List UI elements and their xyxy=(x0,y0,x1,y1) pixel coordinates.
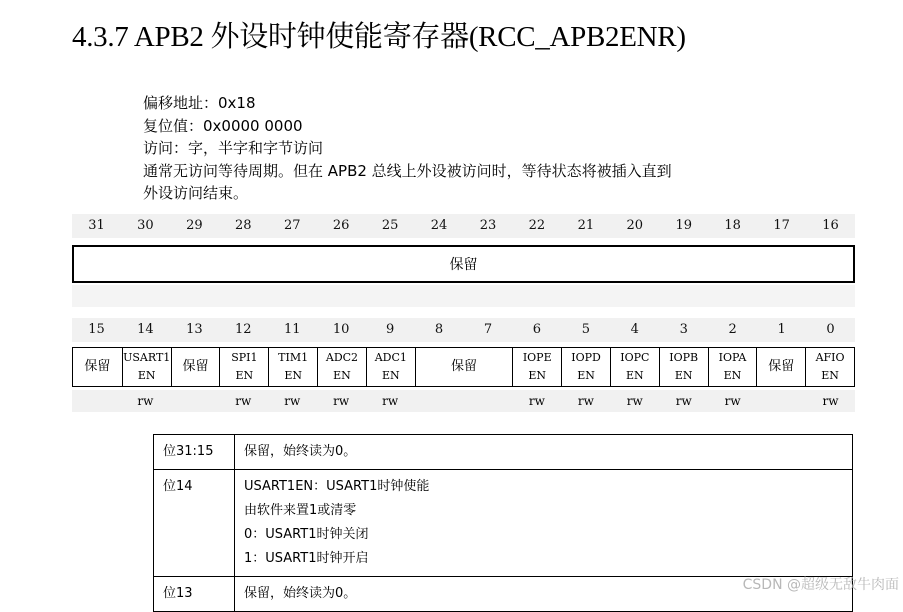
bit-field-suffix: EN xyxy=(577,369,595,382)
bit-number: 1 xyxy=(777,322,786,337)
bit-number: 13 xyxy=(186,322,203,337)
bit-field-suffix: EN xyxy=(333,369,351,382)
access-type: rw xyxy=(822,394,839,408)
wait-note-line1: 通常无访问等待周期。但在 APB2 总线上外设被访问时，等待状态将被插入直到 xyxy=(143,161,672,180)
register-info xyxy=(143,92,672,205)
bit-field-name: TIM1 xyxy=(278,351,309,364)
bit-field-suffix: EN xyxy=(137,369,156,382)
bit-number: 15 xyxy=(88,322,105,337)
bit-field xyxy=(122,348,171,386)
access-type xyxy=(170,390,219,412)
bit-field xyxy=(317,348,366,386)
bit-number: 10 xyxy=(332,322,350,337)
access-type: rw xyxy=(382,394,399,408)
row-separator xyxy=(72,285,855,307)
bit-field xyxy=(561,348,610,386)
access-type xyxy=(415,390,513,412)
bit-field xyxy=(659,348,708,386)
bit-field-suffix: EN xyxy=(528,369,547,382)
bit-number: 19 xyxy=(675,218,692,233)
bit-field xyxy=(219,348,268,386)
bit-field-name: 保留 xyxy=(84,359,111,374)
reset-value: 复位值：0x0000 0000 xyxy=(143,116,303,135)
description-line: 0：USART1时钟关闭 xyxy=(244,527,369,542)
bit-number: 31 xyxy=(88,218,105,233)
description-row xyxy=(154,470,853,577)
bit-number: 20 xyxy=(626,218,644,233)
bit-number: 16 xyxy=(822,218,839,233)
offset-address: 偏移地址：0x18 xyxy=(143,94,256,112)
bit-field-name: IOPE xyxy=(522,351,552,364)
description-line: 保留，始终读为0。 xyxy=(244,444,357,459)
access-type: rw xyxy=(528,394,545,408)
bit-field-suffix: EN xyxy=(381,369,400,382)
access-type: rw xyxy=(675,394,692,408)
bit-number: 26 xyxy=(332,218,350,233)
bit-field-name: IOPB xyxy=(669,351,699,364)
description-bits: 位14 xyxy=(154,470,235,577)
description-line: 1：USART1时钟开启 xyxy=(244,551,369,566)
access-type xyxy=(757,390,806,412)
bit-field-suffix: EN xyxy=(626,369,644,382)
access-type xyxy=(72,390,121,412)
description-text xyxy=(235,470,853,577)
wait-note-line2: 外设访问结束。 xyxy=(143,184,249,202)
high-bit-numbers xyxy=(72,214,855,238)
bit-number: 29 xyxy=(186,218,203,233)
bit-field-name: SPI1 xyxy=(231,351,258,364)
bit-field xyxy=(415,348,513,386)
access-mode: 访问：字，半字和字节访问 xyxy=(143,139,324,157)
description-text xyxy=(235,435,853,470)
bit-field-name: ADC1 xyxy=(374,351,407,364)
access-type: rw xyxy=(137,394,154,408)
bit-number: 14 xyxy=(137,322,154,337)
bit-field xyxy=(805,348,854,386)
bit-field-name: 保留 xyxy=(182,359,209,374)
bit-field-name: 保留 xyxy=(768,359,795,374)
bit-number: 28 xyxy=(235,218,252,233)
bit-field-suffix: EN xyxy=(284,369,302,382)
bit-number: 30 xyxy=(137,218,154,233)
bit-field-name: IOPA xyxy=(718,351,747,364)
bit-field-name: 保留 xyxy=(450,359,477,374)
low-bit-numbers xyxy=(72,318,855,342)
bit-number: 25 xyxy=(381,218,399,233)
description-line: 由软件来置1或清零 xyxy=(244,503,357,518)
bit-field-name: IOPD xyxy=(571,351,601,364)
bit-number: 2 xyxy=(728,322,737,337)
bit-number: 9 xyxy=(385,322,395,337)
bit-number: 24 xyxy=(430,218,448,233)
bit-field xyxy=(366,348,415,386)
bit-number: 27 xyxy=(283,218,301,233)
bit-field-suffix: EN xyxy=(723,369,742,382)
bit-field xyxy=(756,348,805,386)
access-type: rw xyxy=(284,394,301,408)
bit-field xyxy=(512,348,561,386)
bit-field-suffix: EN xyxy=(674,369,693,382)
bit-field-suffix: EN xyxy=(821,369,839,382)
bit-field-name: AFIO xyxy=(815,351,845,364)
description-row xyxy=(154,435,853,470)
bit-number: 5 xyxy=(581,322,590,337)
bit-number: 11 xyxy=(283,322,301,337)
bit-number: 4 xyxy=(630,322,639,337)
bit-field-name: ADC2 xyxy=(325,351,359,364)
bit-field xyxy=(73,348,122,386)
bit-number: 3 xyxy=(679,322,688,337)
low-bit-fields xyxy=(72,347,855,387)
bit-field xyxy=(171,348,220,386)
bit-number: 8 xyxy=(434,322,444,337)
section-title: 4.3.7 APB2 外设时钟使能寄存器(RCC_APB2ENR) xyxy=(72,21,686,53)
access-type: rw xyxy=(333,394,350,408)
bit-number: 22 xyxy=(528,218,546,233)
description-bits: 位13 xyxy=(154,577,235,612)
bit-field xyxy=(268,348,317,386)
description-bits: 位31:15 xyxy=(154,435,235,470)
bit-number: 6 xyxy=(532,322,542,337)
bit-field xyxy=(610,348,659,386)
bit-field-name: IOPC xyxy=(620,351,650,364)
bit-field-name: USART1 xyxy=(123,351,171,364)
bit-number: 12 xyxy=(235,322,252,337)
description-line: USART1EN：USART1时钟使能 xyxy=(244,479,430,494)
bit-number: 18 xyxy=(724,218,741,233)
reserved-high-field: 保留 xyxy=(72,245,855,283)
bit-number: 21 xyxy=(577,218,595,233)
watermark: CSDN @超级无敌牛肉面 xyxy=(742,577,899,593)
access-type: rw xyxy=(235,394,252,408)
bit-number: 7 xyxy=(483,322,493,337)
bit-number: 0 xyxy=(826,322,835,337)
description-line: 保留，始终读为0。 xyxy=(244,586,357,601)
access-type: rw xyxy=(626,394,643,408)
bit-field xyxy=(708,348,757,386)
access-types xyxy=(72,390,855,412)
access-type: rw xyxy=(724,394,741,408)
bit-number: 23 xyxy=(479,218,497,233)
access-type: rw xyxy=(577,394,594,408)
bit-number: 17 xyxy=(773,218,790,233)
bit-field-suffix: EN xyxy=(235,369,254,382)
